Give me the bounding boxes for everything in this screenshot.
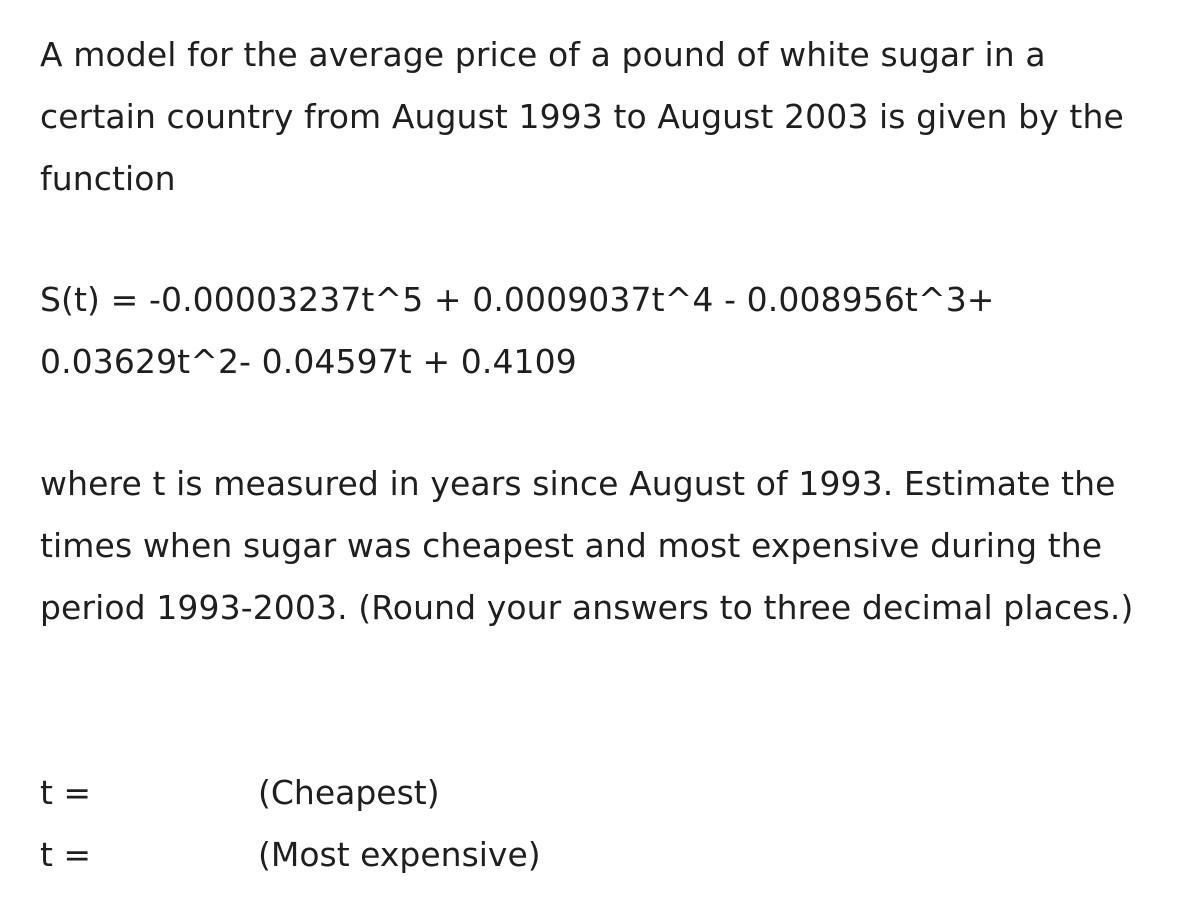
answer-label: t =	[40, 835, 92, 874]
answer-label: t =	[40, 773, 92, 812]
cheapest-time-input[interactable]	[102, 776, 272, 810]
formula-line-1: S(t) = -0.00003237t^5 + 0.0009037t^4 - 0.008956t^3+	[40, 280, 995, 319]
formula-block	[40, 269, 1160, 393]
answer-row-cheapest	[40, 762, 740, 824]
most-expensive-time-input[interactable]	[102, 838, 272, 872]
answer-row-most-expensive	[40, 824, 740, 886]
cheapest-note: (Cheapest)	[258, 773, 440, 812]
problem-question-text: where t is measured in years since August of 1993. Estimate the times when sugar was cheapest and most expensive during the period 1993-2003. (Round your answers to three decimal places.)	[40, 464, 1134, 627]
most-expensive-note: (Most expensive)	[258, 835, 541, 874]
problem-intro-text: A model for the average price of a pound of white sugar in a certain country from August 1993 to August 2003 is given by the function	[40, 35, 1124, 198]
formula-line-2: 0.03629t^2- 0.04597t + 0.4109	[40, 342, 577, 381]
